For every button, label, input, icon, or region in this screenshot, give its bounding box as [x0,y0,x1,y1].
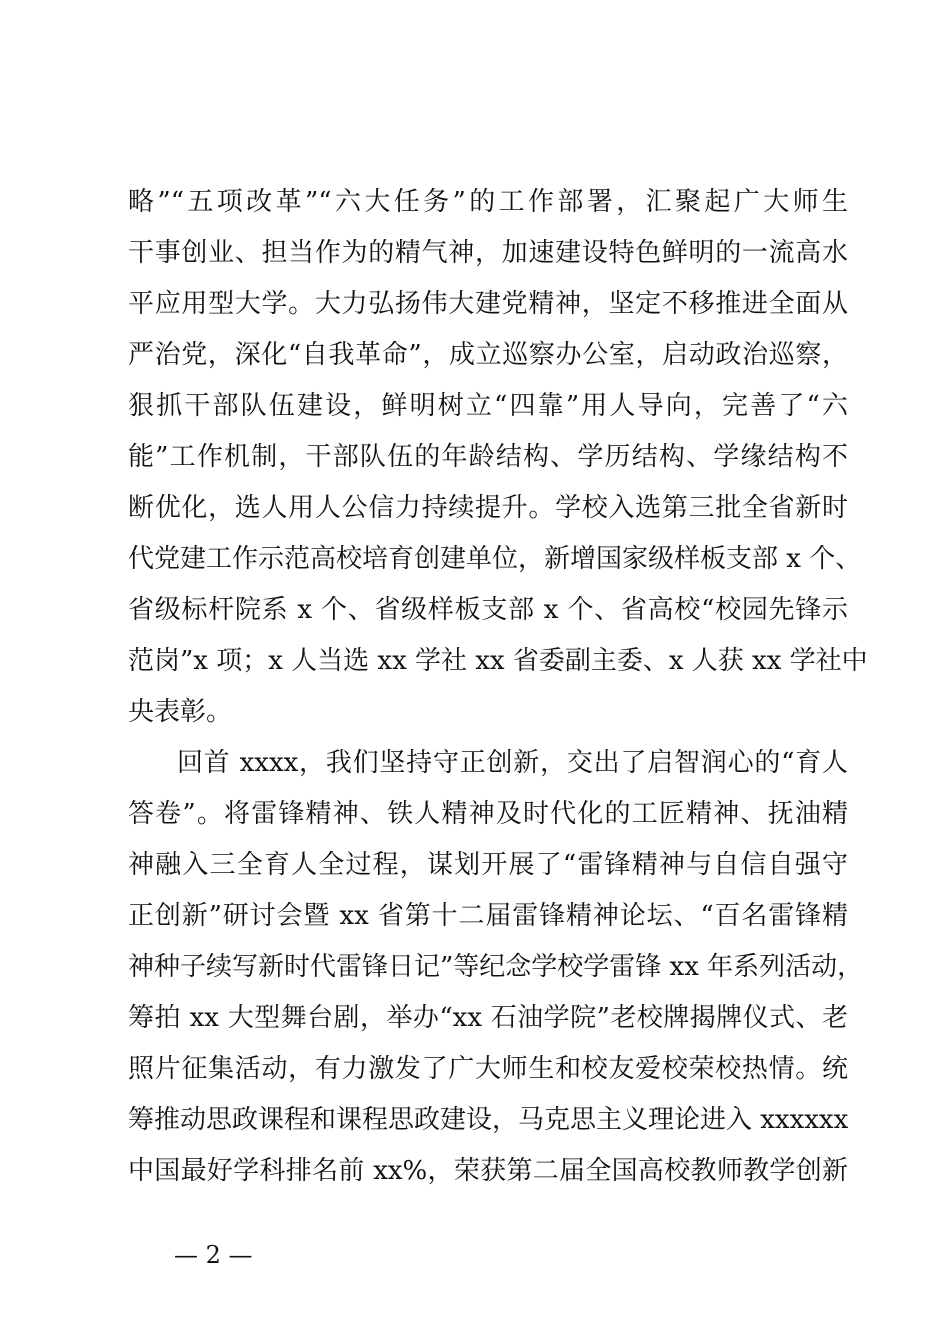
text-line: 正创新”研讨会暨 xx 省第十二届雷锋精神论坛、“百名雷锋精 [128,901,848,931]
paragraph-2 [128,745,864,1204]
page-number: — 2 — [174,1241,253,1269]
text-line: 干事创业、担当作为的精气神，加速建设特色鲜明的一流高水 [128,238,848,268]
text-line: 筹推动思政课程和课程思政建设，马克思主义理论进入 xxxxxx [128,1105,849,1135]
text-line: 范岗”x 项；x 人当选 xx 学社 xx 省委副主委、x 人获 xx 学社中 [128,646,868,676]
text-line: 狠抓干部队伍建设，鲜明树立“四靠”用人导向，完善了“六 [128,391,848,421]
text-line: 神融入三全育人全过程，谋划开展了“雷锋精神与自信自强守 [128,850,848,880]
paragraph-1 [128,184,868,745]
text-line: 代党建工作示范高校培育创建单位，新增国家级样板支部 x 个、 [128,544,862,574]
text-line: 筹拍 xx 大型舞台剧，举办“xx 石油学院”老校牌揭牌仪式、老 [128,1003,848,1033]
text-line: 省级标杆院系 x 个、省级样板支部 x 个、省高校“校园先锋示 [128,595,848,625]
body-text [128,184,868,1204]
text-line: 严治党，深化“自我革命”，成立巡察办公室，启动政治巡察， [128,340,848,370]
text-line: 神种子续写新时代雷锋日记”等纪念学校学雷锋 xx 年系列活动， [128,952,864,982]
text-line: 略”“五项改革”“六大任务”的工作部署，汇聚起广大师生 [128,187,848,217]
text-line: 央表彰。 [128,697,233,727]
text-line: 照片征集活动，有力激发了广大师生和校友爱校荣校热情。统 [128,1054,848,1084]
text-line: 平应用型大学。大力弘扬伟大建党精神，坚定不移推进全面从 [128,289,848,319]
text-line: 答卷”。将雷锋精神、铁人精神及时代化的工匠精神、抚油精 [128,799,848,829]
text-line: 能”工作机制，干部队伍的年龄结构、学历结构、学缘结构不 [128,442,848,472]
text-line: 断优化，选人用人公信力持续提升。学校入选第三批全省新时 [128,493,848,523]
text-line: 中国最好学科排名前 xx%，荣获第二届全国高校教师教学创新 [128,1156,848,1186]
text-line-indented: 回首 xxxx，我们坚持守正创新，交出了启智润心的“育人 [177,748,848,778]
